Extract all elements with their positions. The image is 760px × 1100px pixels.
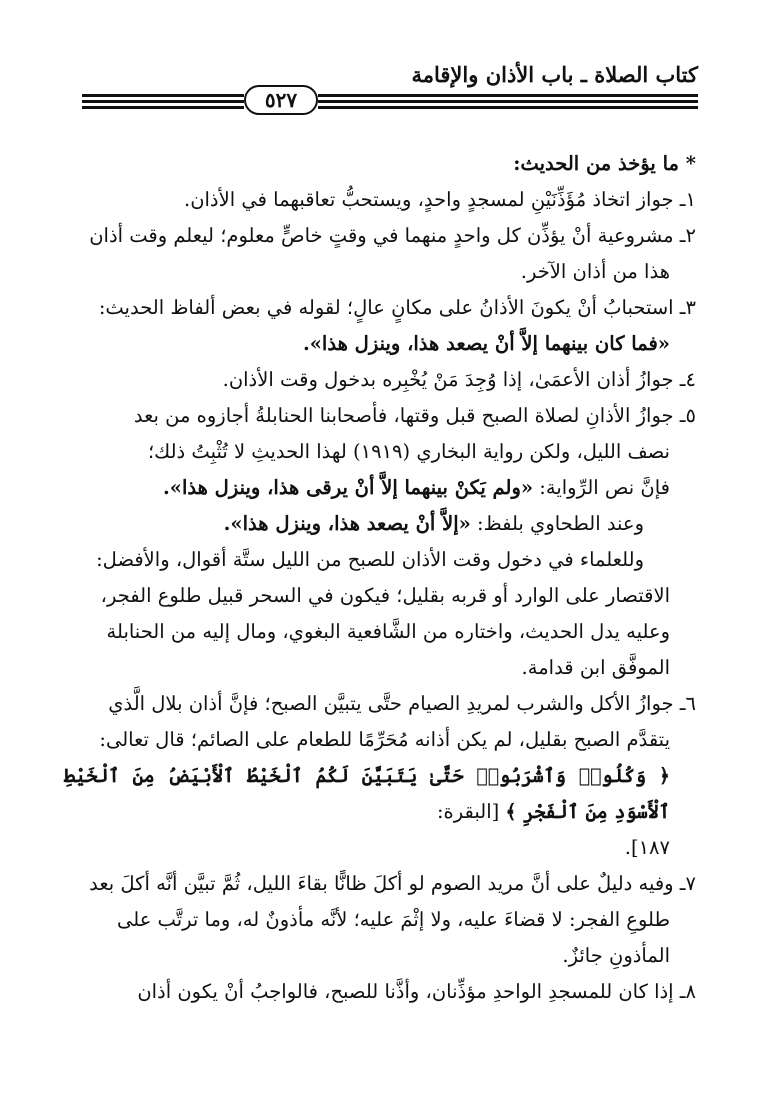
- running-title: كتاب الصلاة ـ باب الأذان والإقامة: [411, 62, 698, 87]
- item-text: وللعلماء في دخول وقت الأذان للصبح من الليل ستَّة أقوال، والأفضل:: [96, 548, 644, 571]
- item-text: ٢ـ مشروعية أنْ يؤذِّن كل واحدٍ منهما في وقتٍ خاصٍّ معلوم؛ ليعلم وقت أذان: [89, 224, 696, 247]
- item-text: ٧ـ وفيه دليلٌ على أنَّ مريد الصوم لو أكلَ ظانًّا بقاءَ الليل، ثُمَّ تبيَّن أنَّه أكلَ بعد: [89, 872, 696, 895]
- item-text: الموفَّق ابن قدامة.: [521, 656, 670, 679]
- hadith-quote: «فما كان بينهما إلاَّ أنْ يصعد هذا، وينزل هذا».: [302, 332, 670, 355]
- item-text: [64, 506, 696, 542]
- item-text: [64, 758, 696, 830]
- list-item: [64, 974, 696, 1010]
- item-text: ٣ـ استحبابُ أنْ يكونَ الأذانُ على مكانٍ عالٍ؛ لقوله في بعض ألفاظ الحديث:: [98, 296, 696, 319]
- item-text: ٥ـ جوازُ الأذانِ لصلاة الصبح قبل وقتها، فأصحابنا الحنابلةُ أجازوه من بعد: [133, 404, 696, 427]
- item-text: يتقدَّم الصبح بقليل، لم يكن أذانه مُحَرِّمًا للطعام على الصائم؛ قال تعالى:: [99, 728, 670, 751]
- verse-reference: ١٨٧].: [624, 836, 670, 859]
- item-text: وعليه يدل الحديث، واختاره من الشَّافعية البغوي، ومال إليه من الحنابلة: [106, 620, 670, 643]
- item-text: ٦ـ جوازُ الأكل والشرب لمريدِ الصيام حتَّى يتبيَّن الصبح؛ فإنَّ أذان بلال الَّذي: [108, 692, 696, 715]
- item-text: المأذونِ جائزٌ.: [562, 944, 670, 967]
- list-item: [64, 218, 696, 290]
- item-text: فإنَّ نص الرِّواية:: [533, 476, 670, 499]
- section-heading: * ما يؤخذ من الحديث:: [513, 152, 696, 175]
- page-number: ٥٢٧: [244, 85, 318, 115]
- page-header: [60, 60, 698, 120]
- quran-verse: ﴿ وَكُلُوا۟ وَٱشْرَبُوا۟ حَتَّىٰ يَتَبَيَّنَ لَكُمُ ٱلْخَيْطُ ٱلْأَبْيَضُ مِنَ ٱلْخَيْطِ ٱلْأَسْوَدِ مِنَ ٱلْفَجْرِ ﴾: [64, 765, 670, 823]
- hadith-quote: «إلاَّ أنْ يصعد هذا، وينزل هذا».: [223, 512, 471, 535]
- page-body: [64, 146, 696, 1010]
- item-text: ١ـ جواز اتخاذ مُؤَذِّنَيْنِ لمسجدٍ واحدٍ، ويستحبُّ تعاقبهما في الأذان.: [184, 188, 696, 211]
- item-text: ٤ـ جوازُ أذان الأعمَىٰ، إذا وُجِدَ مَنْ يُخْبِره بدخول وقت الأذان.: [222, 368, 696, 391]
- list-item: [64, 686, 696, 866]
- item-text: الاقتصار على الوارد أو قربه بقليل؛ فيكون في السحر قبيل طلوع الفجر،: [100, 584, 670, 607]
- item-text: هذا من أذان الآخر.: [520, 260, 670, 283]
- item-text: طلوعِ الفجر: لا قضاءَ عليه، ولا إثْمَ عليه؛ لأنَّه مأذونٌ له، وما ترتَّب على: [117, 908, 670, 931]
- header-rule: [318, 100, 698, 103]
- item-text: ٨ـ إذا كان للمسجدِ الواحدِ مؤذِّنان، وأذَّنا للصبح، فالواجبُ أنْ يكون أذان: [137, 980, 696, 1003]
- hadith-quote: «ولم يَكنْ بينهما إلاَّ أنْ يرقى هذا، وينزل هذا».: [162, 476, 534, 499]
- verse-reference: [البقرة:: [436, 800, 500, 823]
- item-text: نصف الليل، ولكن رواية البخاري (١٩١٩) لهذا الحديثِ لا تُثْبِتُ ذلك؛: [147, 440, 670, 463]
- list-item: [64, 398, 696, 686]
- item-text: وعند الطحاوي بلفظ:: [470, 512, 644, 535]
- list-item: [64, 866, 696, 974]
- header-rule: [82, 100, 244, 103]
- list-item: [64, 362, 696, 398]
- list-item: [64, 290, 696, 362]
- item-text: [64, 470, 696, 506]
- header-rule: [82, 106, 244, 109]
- list-item: [64, 182, 696, 218]
- header-rule: [318, 106, 698, 109]
- header-rule: [318, 94, 698, 97]
- header-rule: [82, 94, 244, 97]
